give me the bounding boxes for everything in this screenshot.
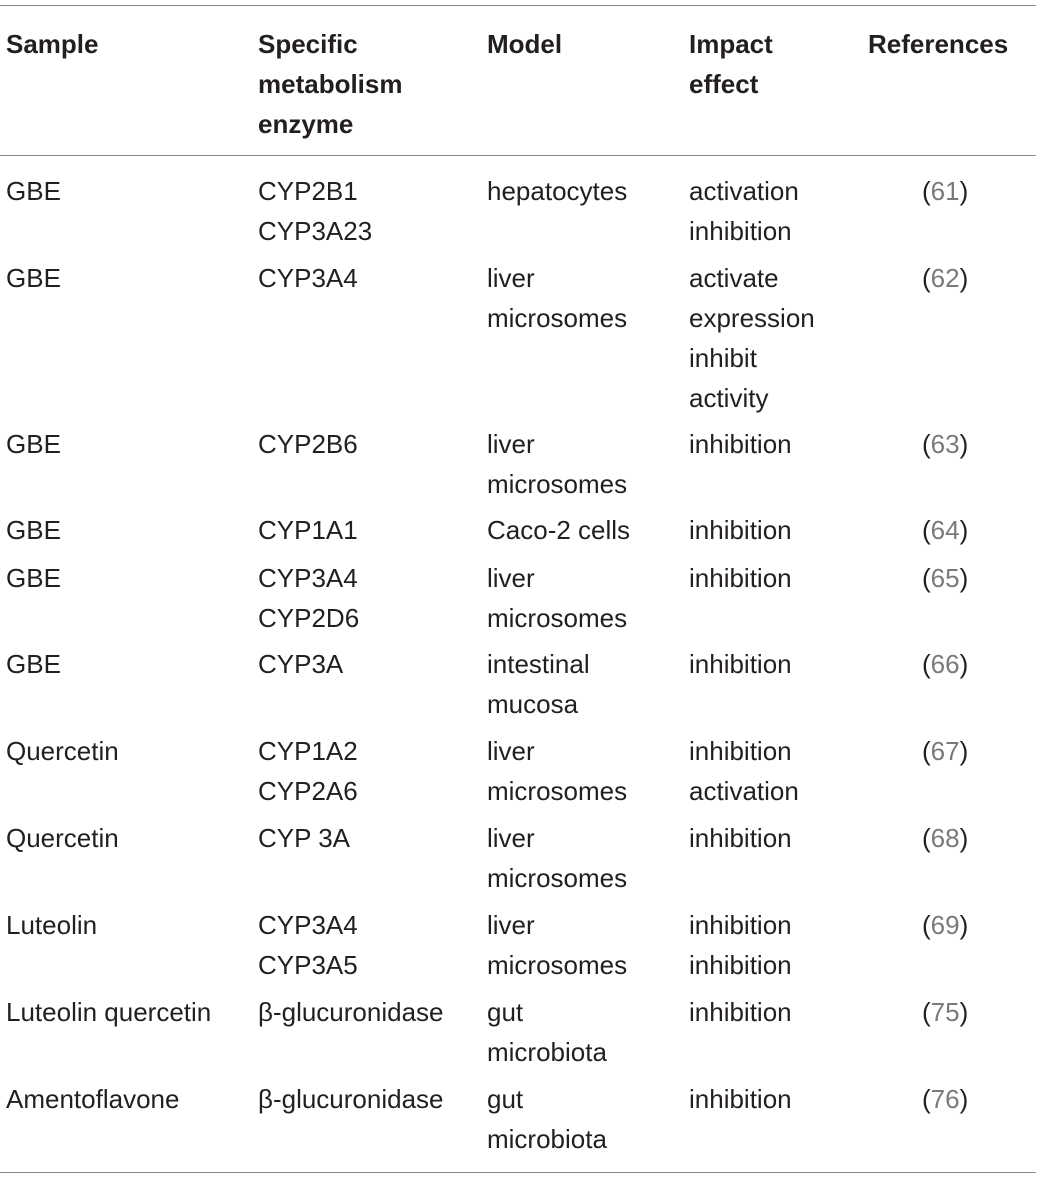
reference-link[interactable]: 63 — [930, 429, 960, 459]
reference-link[interactable]: 61 — [930, 176, 960, 206]
cell-model: liver microsomes — [487, 563, 628, 633]
cell-reference: (65) — [922, 563, 969, 593]
cell-enzyme: β-glucuronidase — [258, 997, 444, 1027]
cell-effect: inhibition — [689, 649, 792, 679]
table-row — [0, 258, 1036, 424]
reference-link[interactable]: 68 — [930, 823, 960, 853]
cell-enzyme: CYP 3A — [258, 823, 351, 853]
cell-enzyme: CYP3A — [258, 649, 344, 679]
cell-sample: GBE — [6, 429, 61, 459]
cell-effect: activate expression inhibit activity — [689, 263, 815, 413]
table-header — [0, 0, 1036, 155]
cell-model: intestinal mucosa — [487, 649, 590, 719]
table-row — [0, 905, 1036, 992]
cell-effect: inhibition activation — [689, 736, 799, 806]
cell-enzyme: CYP3A4 CYP3A5 — [258, 910, 358, 980]
cell-enzyme: β-glucuronidase — [258, 1084, 444, 1114]
table-body — [0, 171, 1036, 1166]
cell-sample: GBE — [6, 515, 61, 545]
header-enzyme: Specific metabolism enzyme — [258, 29, 403, 139]
cell-reference: (62) — [922, 263, 969, 293]
table-row — [0, 558, 1036, 644]
cell-enzyme: CYP3A4 CYP2D6 — [258, 563, 360, 633]
cell-effect: inhibition — [689, 429, 792, 459]
reference-link[interactable]: 76 — [930, 1084, 960, 1114]
table-row — [0, 1079, 1036, 1166]
table-row — [0, 510, 1036, 558]
cell-model: liver microsomes — [487, 823, 628, 893]
cell-effect: inhibition — [689, 997, 792, 1027]
header-effect: Impact effect — [689, 29, 773, 99]
cell-model: Caco-2 cells — [487, 515, 631, 545]
cell-sample: Amentoflavone — [6, 1084, 180, 1114]
cell-reference: (68) — [922, 823, 969, 853]
header-sample: Sample — [6, 29, 99, 59]
cell-reference: (66) — [922, 649, 969, 679]
cell-enzyme: CYP3A4 — [258, 263, 358, 293]
cell-reference: (63) — [922, 429, 969, 459]
cell-effect: activation inhibition — [689, 176, 799, 246]
cell-enzyme: CYP1A1 — [258, 515, 358, 545]
cell-effect: inhibition inhibition — [689, 910, 792, 980]
cell-reference: (67) — [922, 736, 969, 766]
cell-reference: (75) — [922, 997, 969, 1027]
cell-sample: GBE — [6, 649, 61, 679]
reference-link[interactable]: 64 — [930, 515, 960, 545]
reference-link[interactable]: 62 — [930, 263, 960, 293]
cell-effect: inhibition — [689, 823, 792, 853]
cell-sample: Quercetin — [6, 736, 119, 766]
cell-reference: (61) — [922, 176, 969, 206]
cell-effect: inhibition — [689, 563, 792, 593]
cell-reference: (64) — [922, 515, 969, 545]
table-row — [0, 424, 1036, 510]
table-header-rule — [0, 155, 1036, 156]
cell-enzyme: CYP2B1 CYP3A23 — [258, 176, 373, 246]
cell-effect: inhibition — [689, 1084, 792, 1114]
cell-model: hepatocytes — [487, 176, 628, 206]
cell-enzyme: CYP2B6 — [258, 429, 358, 459]
table-row — [0, 731, 1036, 818]
cell-sample: GBE — [6, 263, 61, 293]
cell-reference: (76) — [922, 1084, 969, 1114]
cell-sample: GBE — [6, 176, 61, 206]
cell-model: liver microsomes — [487, 263, 628, 333]
cell-enzyme: CYP1A2 CYP2A6 — [258, 736, 358, 806]
table-row — [0, 171, 1036, 258]
header-model: Model — [487, 29, 563, 59]
table-row — [0, 644, 1036, 731]
reference-link[interactable]: 66 — [930, 649, 960, 679]
cell-model: gut microbiota — [487, 997, 607, 1067]
reference-link[interactable]: 65 — [930, 563, 960, 593]
cell-model: liver microsomes — [487, 429, 628, 499]
header-references: References — [868, 29, 1009, 59]
cell-model: gut microbiota — [487, 1084, 607, 1154]
cell-sample: Luteolin quercetin — [6, 997, 212, 1027]
cell-effect: inhibition — [689, 515, 792, 545]
reference-link[interactable]: 69 — [930, 910, 960, 940]
cell-model: liver microsomes — [487, 736, 628, 806]
table-bottom-rule — [0, 1172, 1036, 1173]
table-row — [0, 992, 1036, 1079]
table-row — [0, 818, 1036, 905]
cell-sample: Quercetin — [6, 823, 119, 853]
reference-link[interactable]: 67 — [930, 736, 960, 766]
reference-link[interactable]: 75 — [930, 997, 960, 1027]
cell-model: liver microsomes — [487, 910, 628, 980]
cell-reference: (69) — [922, 910, 969, 940]
cell-sample: Luteolin — [6, 910, 98, 940]
cell-sample: GBE — [6, 563, 61, 593]
